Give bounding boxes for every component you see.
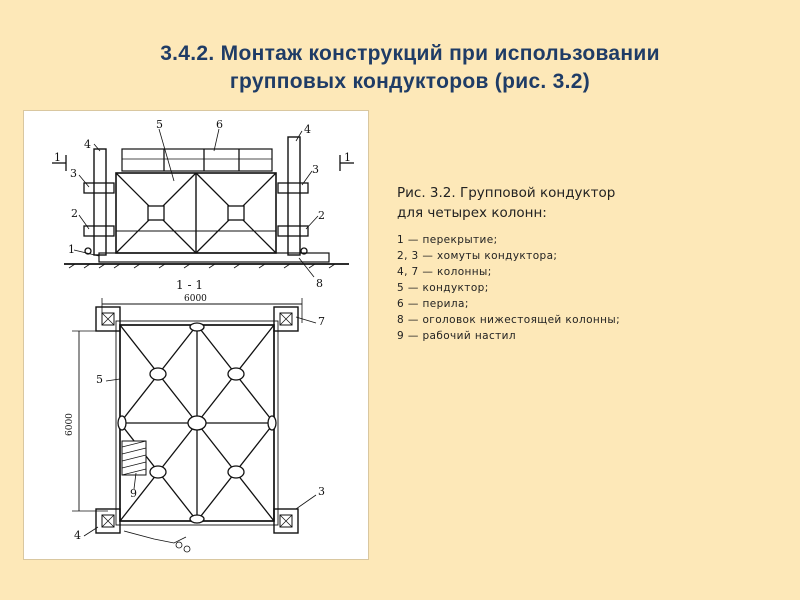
dim-width-label: 6000 xyxy=(184,294,207,304)
elevation-view xyxy=(52,129,354,277)
legend-item: 6 — перила; xyxy=(397,298,469,310)
caption-line1: Рис. 3.2. Групповой кондуктор xyxy=(397,185,616,201)
slide-title-line1: 3.4.2. Монтаж конструкций при использовании xyxy=(160,42,660,65)
slide-title-line2: групповых кондукторов (рис. 3.2) xyxy=(229,70,591,93)
figure-legend xyxy=(397,232,620,344)
callout-4-left: 4 xyxy=(84,138,91,151)
figure-caption xyxy=(397,183,615,223)
callout-1: 1 xyxy=(68,243,75,256)
callout-2-right: 2 xyxy=(318,209,325,222)
callout-8: 8 xyxy=(316,277,323,290)
legend-item: 8 — оголовок нижестоящей колонны; xyxy=(397,314,621,326)
legend-item: 4, 7 — колонны; xyxy=(397,266,492,278)
slide-title xyxy=(60,40,760,96)
caption-line2: для четырех колонн: xyxy=(397,205,547,221)
section-label: 1 - 1 xyxy=(176,278,203,292)
callout-2-left: 2 xyxy=(71,207,78,220)
callout-4-plan: 4 xyxy=(74,529,81,542)
engineering-drawing xyxy=(23,110,369,560)
callout-7: 7 xyxy=(318,315,325,328)
callout-3-left: 3 xyxy=(70,167,77,180)
section-mark-right: 1 xyxy=(344,151,351,164)
callout-6: 6 xyxy=(216,118,223,131)
callout-5-plan: 5 xyxy=(96,373,103,386)
legend-item: 2, 3 — хомуты кондуктора; xyxy=(397,250,558,262)
plan-view xyxy=(72,298,316,552)
callout-5-top: 5 xyxy=(156,118,163,131)
legend-item: 9 — рабочий настил xyxy=(397,330,516,342)
section-mark-left: 1 xyxy=(54,151,61,164)
callout-3-plan: 3 xyxy=(318,485,325,498)
dim-height-label: 6000 xyxy=(65,413,75,436)
legend-item: 5 — кондуктор; xyxy=(397,282,489,294)
callout-4-right: 4 xyxy=(304,123,311,136)
legend-item: 1 — перекрытие; xyxy=(397,234,498,246)
jig-drawing-svg xyxy=(24,111,368,559)
callout-3-right: 3 xyxy=(312,163,319,176)
callout-9: 9 xyxy=(130,487,137,500)
